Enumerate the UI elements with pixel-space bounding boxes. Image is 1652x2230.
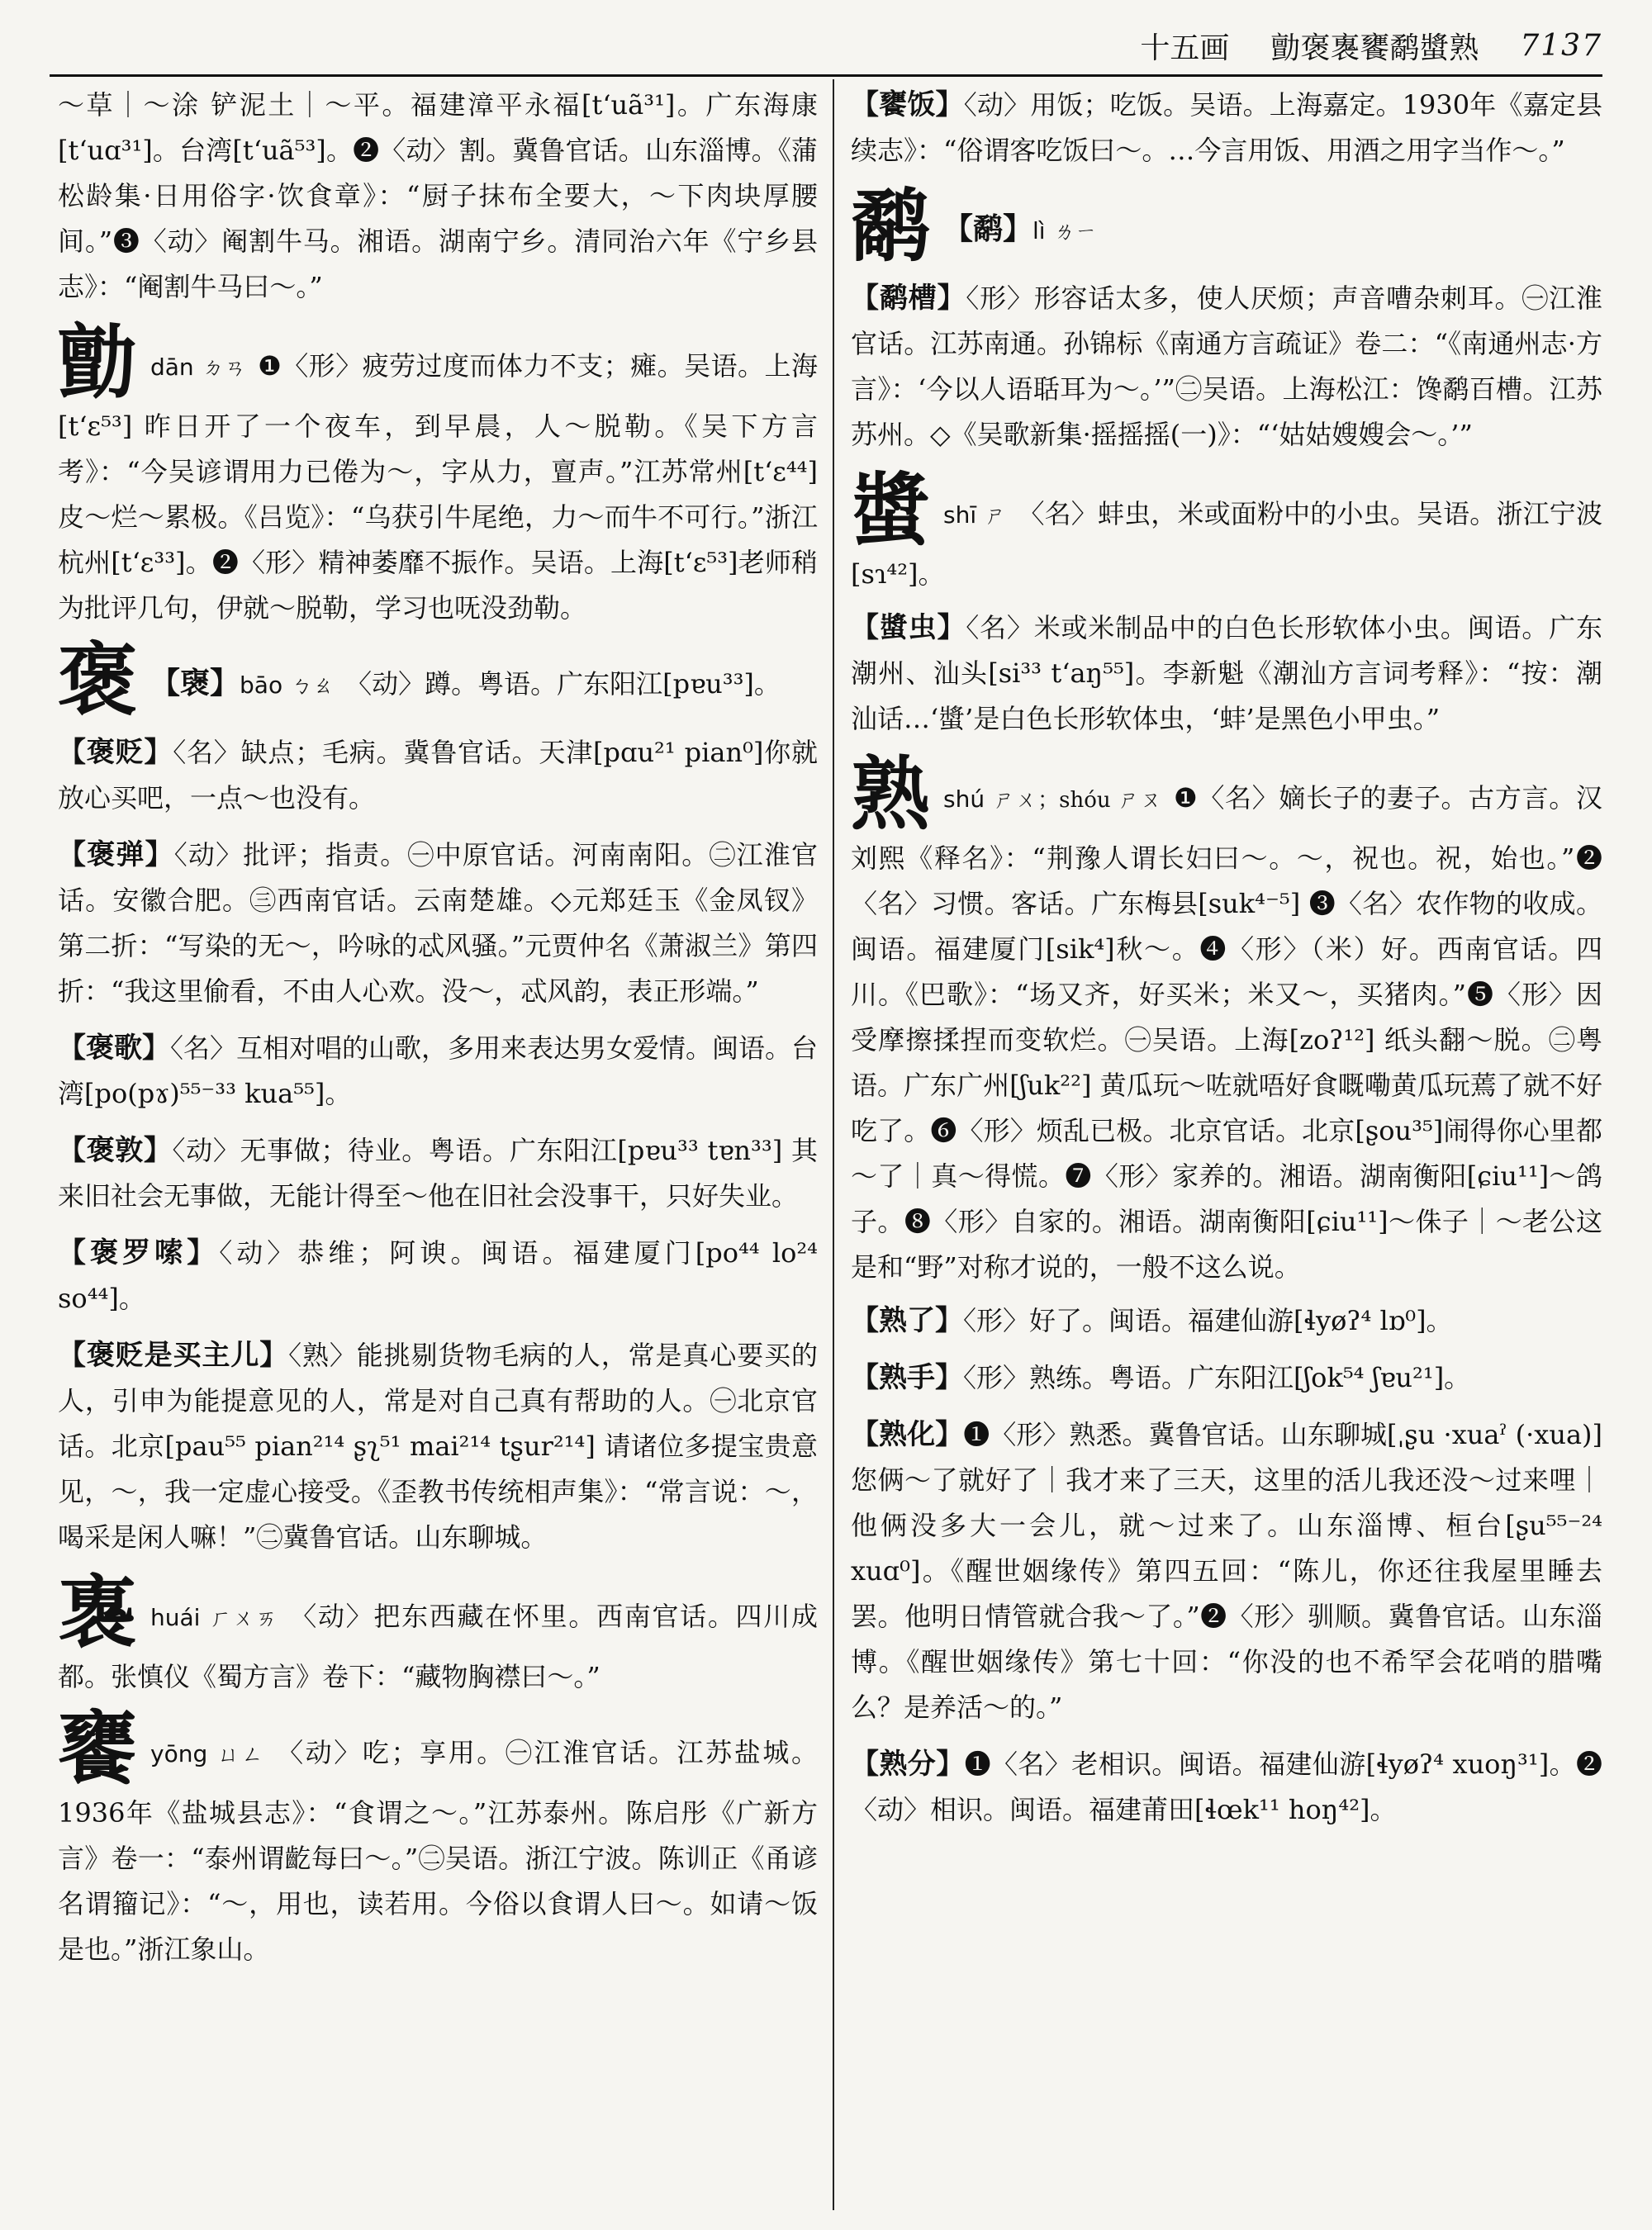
sub-entry <box>58 1128 818 1219</box>
pinyin: yōng <box>150 1740 208 1767</box>
sub-entry <box>851 1355 1602 1401</box>
sub-entry <box>851 83 1602 173</box>
headword-entry <box>58 316 818 631</box>
running-header <box>50 17 1602 77</box>
headword-char: 勯 <box>58 316 137 409</box>
sub-entry <box>58 1026 818 1117</box>
sub-entry-text: 〈名〉缺点；毛病。冀鲁官话。天津[pɑu²¹ pian⁰]你就放心买吧，一点～也没有。 <box>58 737 818 814</box>
headword-entry <box>851 747 1602 1290</box>
pinyin: lì <box>1032 217 1046 244</box>
right-column <box>851 83 1602 2222</box>
sub-entry-head: 【褒弹】 <box>58 838 174 871</box>
definition-text: 〈动〉蹲。粤语。广东阳江[pɐu³³]。 <box>345 668 781 700</box>
definition-text: 〈动〉吃；享用。㊀江淮官话。江苏盐城。1936年《盐城县志》：“食谓之～。”江苏泰州。陈启彤《广新方言》卷一：“泰州谓齕每曰～。”㊁吴语。浙江宁波。陈训正《甬谚名谓籀记》：“～，用也，读若用。今俗以食谓人曰～。如请～饭是也。”浙江象山。 <box>58 1737 818 1965</box>
traditional-form: 【鹬】 <box>943 211 1033 246</box>
sub-entry-text: ❶〈名〉老相识。闽语。福建仙游[ɬyøʔ⁴ xuoŋ³¹]。❷〈动〉相识。闽语。福建莆田[ɬœk¹¹ hoŋ⁴²]。 <box>851 1748 1602 1825</box>
sub-entry <box>58 730 818 821</box>
headword-entry <box>58 1566 818 1700</box>
header-characters: 勯褒褢饔鹬螿熟 <box>1270 31 1479 65</box>
headword-char: 鹬 <box>851 179 930 273</box>
zhuyin: ㄕㄨ；shóu ㄕㄡ <box>993 788 1162 813</box>
sub-entry-text: 〈形〉形容话太多，使人厌烦；声音嘈杂刺耳。㊀江淮官话。江苏南通。孙锦标《南通方言疏证》卷二：“《南通州志·方言》：‘今以人语聒耳为～。’”㊁吴语。上海松江：馋鹬百槽。江苏苏州。◇《吴歌新集·摇摇摇(一)》：“‘姑姑嫂嫂会～。’” <box>851 282 1602 450</box>
sub-entry-text: 〈动〉无事做；待业。粤语。广东阳江[pɐu³³ tɐn³³] 其来旧社会无事做，无能计得至～他在旧社会没事干，只好失业。 <box>58 1135 818 1212</box>
sub-entry <box>851 1742 1602 1833</box>
column-divider <box>833 79 834 2210</box>
sub-entry-head: 【褒罗嗦】 <box>58 1236 220 1269</box>
sub-entry-head: 【褒歌】 <box>58 1032 170 1065</box>
headword-char: 饔 <box>58 1702 137 1796</box>
headword-char: 褒 <box>58 633 137 727</box>
sub-entry-head: 【螿虫】 <box>851 611 966 644</box>
headword-char: 熟 <box>851 747 930 841</box>
sub-entry-text: 〈动〉恭维；阿谀。闽语。福建厦门[po⁴⁴ lo²⁴ so⁴⁴]。 <box>58 1237 818 1314</box>
definition-text: 〈动〉把东西藏在怀里。西南官话。四川成都。张慎仪《蜀方言》卷下：“藏物胸襟曰～。” <box>58 1601 818 1692</box>
pinyin: shú <box>943 785 985 813</box>
sub-entry <box>58 1231 818 1321</box>
sub-entry-text: 〈动〉用饭；吃饭。吴语。上海嘉定。1930年《嘉定县续志》：“俗谓客吃饭曰～。…今言用饭、用酒之用字当作～。” <box>851 89 1602 166</box>
headword-entry <box>58 1702 818 1972</box>
definition-text: ❶〈名〉嫡长子的妻子。古方言。汉刘熙《释名》：“荆豫人谓长妇曰～。～，祝也。祝，始也。”❷〈名〉习惯。客话。广东梅县[suk⁴⁻⁵] ❸〈名〉农作物的收成。闽语。福建厦门[sik⁴]秋～。❹〈形〉（米）好。西南官话。四川。《巴歌》：“场又齐，好买米；米又～，买猪肉。”❺〈形〉因受摩擦揉捏而变软烂。㊀吴语。上海[zoʔ¹²] 纸头翻～脱。㊁粤语。广东广州[ʃuk²²] 黄瓜玩～咗就唔好食嘅嘞黄瓜玩蔫了就不好吃了。❻〈形〉烦乱已极。北京官话。北京[ʂou³⁵]闹得你心里都～了｜真～得慌。❼〈形〉家养的。湘语。湖南衡阳[ɕiu¹¹]～鸽子。❽〈形〉自家的。湘语。湖南衡阳[ɕiu¹¹]～侏子｜～老公这是和“野”对称才说的，一般不这么说。 <box>851 782 1602 1283</box>
headword-char: 褢 <box>58 1566 137 1659</box>
sub-entry-head: 【褒贬是买主儿】 <box>58 1339 289 1372</box>
sub-entry-head: 【熟手】 <box>851 1361 963 1394</box>
headword-entry <box>851 463 1602 597</box>
sub-entry-text: 〈名〉米或米制品中的白色长形软体小虫。闽语。广东潮州、汕头[si³³ tʻaŋ⁵⁵]。李新魁《潮汕方言词考释》：“按：潮汕话…‘螿’是白色长形软体虫，‘蚌’是黑色小甲虫。” <box>851 612 1602 734</box>
left-column <box>58 83 818 2222</box>
sub-entry-head: 【熟分】 <box>851 1748 965 1781</box>
definition-text: ～草｜～涂 铲泥土｜～平。福建漳平永福[tʻuã³¹]。广东海康[tʻuɑ³¹]。台湾[tʻuã⁵³]。❷〈动〉割。冀鲁官话。山东淄博。《蒲松龄集·日用俗字·饮食章》：“厨子抹布全要大，～下肉块厚腰间。”❸〈动〉阉割牛马。湘语。湖南宁乡。清同治六年《宁乡县志》：“阉割牛马曰～。” <box>58 89 818 302</box>
sub-entry-head: 【熟化】 <box>851 1418 964 1451</box>
zhuyin: ㄕ <box>985 504 1007 529</box>
zhuyin: ㄏㄨㄞ <box>208 1606 279 1631</box>
sub-entry-text: 〈名〉互相对唱的山歌，多用来表达男女爱情。闽语。台湾[po(pɤ)⁵⁵⁻³³ kua⁵⁵]。 <box>58 1032 818 1109</box>
zhuyin: ㄅㄠ <box>291 674 335 699</box>
sub-entry <box>851 1298 1602 1344</box>
sub-entry-head: 【饔饭】 <box>851 88 964 121</box>
sub-entry-text: ❶〈形〉熟悉。冀鲁官话。山东聊城[ˌʂu ·xuaˀ (·xua)] 您俩～了就好了｜我才来了三天，这里的活儿我还没～过来哩｜他俩没多大一会儿，就～过来了。山东淄博、桓台[ʂu⁵⁵⁻²⁴ xuɑ⁰]。《醒世姻缘传》第四五回：“陈儿，你还往我屋里睡去罢。他明日情管就合我～了。”❷〈形〉驯顺。冀鲁官话。山东淄博。《醒世姻缘传》第七十回：“你没的也不希罕会花哨的腊嘴么？是养活～的。” <box>851 1419 1602 1723</box>
sub-entry-head: 【熟了】 <box>851 1304 963 1337</box>
sub-entry-head: 【鹬槽】 <box>851 282 966 315</box>
continued-definition <box>58 83 818 310</box>
definition-text: 〈名〉蚌虫，米或面粉中的小虫。吴语。浙江宁波[sɿ⁴²]。 <box>851 498 1602 590</box>
sub-entry <box>58 833 818 1014</box>
zhuyin: ㄌㄧ <box>1053 220 1097 244</box>
sub-entry <box>851 276 1602 458</box>
sub-entry-text: 〈熟〉能挑剔货物毛病的人，常是真心要买的人，引申为能提意见的人，常是对自己真有帮助的人。㊀北京官话。北京[pau⁵⁵ pian²¹⁴ ʂʅ⁵¹ mai²¹⁴ tʂur²¹⁴] 请诸位多提宝贵意见，～，我一定虚心接受。《歪教书传统相声集》：“常言说：～，喝采是闲人嘛！”㊁冀鲁官话。山东聊城。 <box>58 1340 818 1553</box>
traditional-form: 【襃】 <box>150 666 240 700</box>
zhuyin: ㄉㄢ <box>202 356 247 381</box>
headword-entry <box>851 179 1602 273</box>
pinyin: shī <box>943 501 977 529</box>
sub-entry-text: 〈形〉好了。闽语。福建仙游[ɬyøʔ⁴ lɒ⁰]。 <box>963 1305 1453 1336</box>
pinyin: dān <box>150 353 194 381</box>
zhuyin: ㄩㄥ <box>216 1743 266 1767</box>
definition-text: ❶〈形〉疲劳过度而体力不支；瘫。吴语。上海[tʻɛ⁵³] 昨日开了一个夜车，到早晨，人～脱勒。《吴下方言考》：“今吴谚谓用力已倦为～，字从力，亶声。”江苏常州[tʻɛ⁴⁴] 皮～烂～累极。《吕览》：“乌获引牛尾绝，力～而牛不可行。”浙江杭州[tʻɛ³³]。❷〈形〉精神萎靡不振作。吴语。上海[tʻɛ⁵³]老师稍为批评几句，伊就～脱勒，学习也呒没劲勒。 <box>58 350 818 624</box>
sub-entry <box>851 605 1602 742</box>
pinyin: huái <box>150 1604 201 1631</box>
headword-char: 螿 <box>851 463 930 557</box>
page-number: 7137 <box>1520 28 1602 63</box>
pinyin: bāo <box>240 671 283 699</box>
sub-entry-head: 【褒敦】 <box>58 1134 173 1167</box>
sub-entry-head: 【褒贬】 <box>58 736 173 769</box>
stroke-count-label: 十五画 <box>1140 31 1230 65</box>
headword-entry <box>58 633 818 727</box>
sub-entry <box>851 1412 1602 1730</box>
sub-entry-text: 〈动〉批评；指责。㊀中原官话。河南南阳。㊁江淮官话。安徽合肥。㊂西南官话。云南楚雄。◇元郑廷玉《金凤钗》第二折：“写染的无～，吟咏的忒风骚。”元贾仲名《萧淑兰》第四折：“我这里偷看，不由人心欢。没～，忒风韵，表正形端。” <box>58 839 818 1007</box>
sub-entry-text: 〈形〉熟练。粤语。广东阳江[ʃok⁵⁴ ʃɐu²¹]。 <box>963 1362 1471 1393</box>
sub-entry <box>58 1333 818 1560</box>
